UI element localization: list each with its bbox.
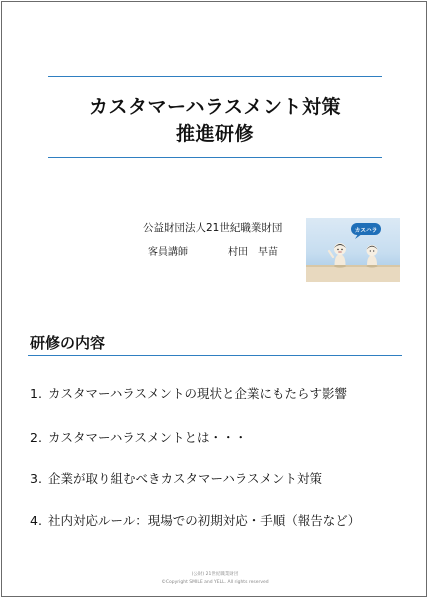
bubble-text: カスハラ <box>354 227 378 234</box>
footer-copyright: ©Copyright SMILE and YELL. All rights reserved <box>161 580 269 585</box>
staff-figure <box>367 245 378 268</box>
agenda-item-4 <box>30 511 360 529</box>
slide-title-line2: 推進研修 <box>175 123 254 145</box>
agenda-text: カスタマーハラスメントとは・・・ <box>47 430 247 445</box>
agenda-item-1 <box>30 384 347 402</box>
agenda-text: 社内対応ルール：現場での初期対応・手順（報告など） <box>47 513 361 528</box>
customer-harassment-photo <box>306 218 400 282</box>
customer-figure <box>329 243 346 268</box>
slide-page <box>1 1 427 597</box>
agenda-number: 4. <box>30 513 42 528</box>
lecturer-name: 村田 早苗 <box>228 247 278 258</box>
slide-title-line1: カスタマーハラスメント対策 <box>89 96 341 118</box>
agenda-number: 1. <box>30 386 42 401</box>
agenda-item-2 <box>30 428 247 446</box>
lecturer-role: 客員講師 <box>148 247 188 258</box>
footer-organization: (公財) 21世紀職業財団 <box>191 572 239 577</box>
section-title: 研修の内容 <box>30 334 106 352</box>
agenda-item-3 <box>30 469 322 487</box>
speech-bubble <box>351 223 381 239</box>
agenda-text: 企業が取り組むべきカスタマーハラスメント対策 <box>47 471 322 486</box>
title-bottom-rule <box>48 157 382 158</box>
organization-name: 公益財団法人21世紀職業財団 <box>143 222 283 234</box>
agenda-number: 2. <box>30 430 42 445</box>
title-top-rule <box>48 76 382 77</box>
agenda-number: 3. <box>30 471 42 486</box>
section-underline <box>28 355 402 356</box>
agenda-text: カスタマーハラスメントの現状と企業にもたらす影響 <box>47 386 347 401</box>
